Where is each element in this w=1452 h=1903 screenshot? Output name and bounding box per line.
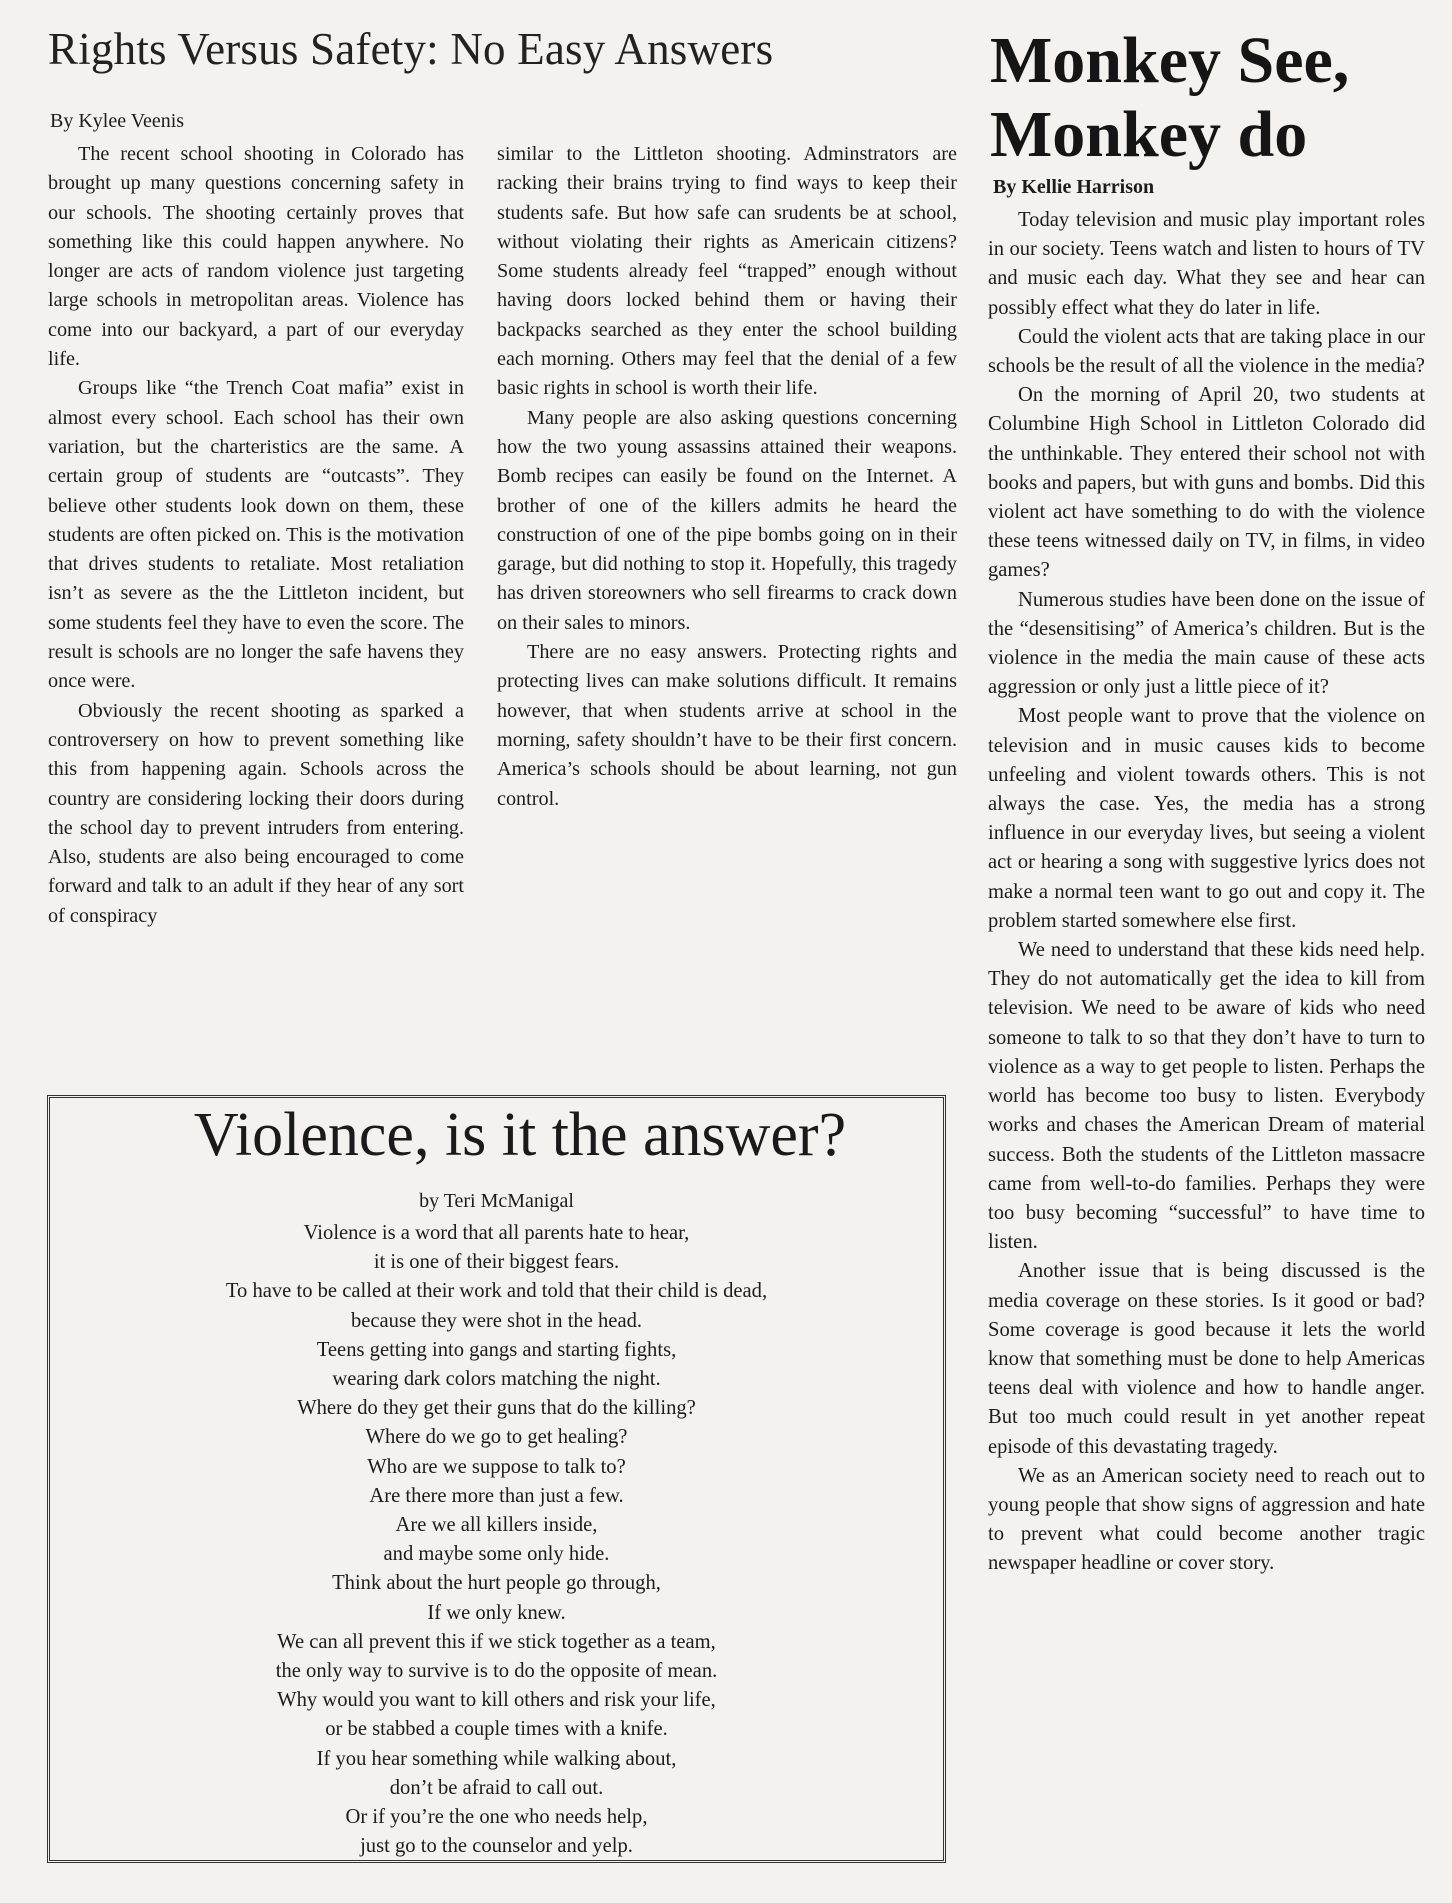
- poem-line: it is one of their biggest fears.: [373, 1251, 620, 1274]
- poem-line: We can all prevent this if we stick together as a team,: [277, 1630, 716, 1653]
- poem-line: don’t be afraid to call out.: [389, 1776, 604, 1799]
- article-paragraph: Groups like “the Trench Coat mafia” exist in almost every school. Each school has their own variation, but the charteristics are the same. A certain group of students are “outcasts”. They believe other students look down on them, these students are often picked on. This is the motivation that drives students to retaliate. Most retaliation isn’t as severe as the the Littleton incident, but some students feel they have to even the score. The result is schools are no longer the safe havens they once were.: [48, 377, 464, 693]
- poem-line: Violence is a word that all parents hate to hear,: [303, 1222, 690, 1244]
- sidebar-paragraph: We need to understand that these kids need help. They do not automatically get the idea to kill from television. We need to be aware of kids who need someone to talk to so that they don’t have to turn to violence as a way to get people to listen. Perhaps the world has become too busy to listen. Everybody works and chases the American Dream of material success. Both the students of the Littleton massacre came from well-to-do families. Perhaps they were too busy becoming “successful” to have time to listen.: [988, 939, 1425, 1254]
- poem-line: Are we all killers inside,: [395, 1514, 598, 1537]
- article-column-1: [48, 140, 464, 931]
- article-paragraph: similar to the Littleton shooting. Adminstrators are racking their brains trying to find ways to keep their students safe. But how safe can srudents be at school, without violating their rights as Americain citizens? Some students already feel “trapped” enough without having doors locked behind them or having their backpacks searched as they enter the school building each morning. Others may feel that the denial of a few basic rights in school is worth their life.: [497, 143, 957, 400]
- sidebar-paragraph: Another issue that is being discussed is the media coverage on these stories. Is it good or bad? Some coverage is good because it lets the world know that something must be done to help Americas teens deal with violence and how to handle anger. But too much could result in yet another repeat episode of this devastating tragedy.: [988, 1260, 1425, 1458]
- sidebar-paragraph: Most people want to prove that the violence on television and in music causes kids to become unfeeling and violent towards others. This is not always the case. Yes, the media has a strong influence in our everyday lives, but seeing a violent act or hearing a song with suggestive lyrics does not make a normal teen want to go out and copy it. The problem started somewhere else first.: [988, 705, 1425, 932]
- poem-line: Why would you want to kill others and risk your life,: [277, 1689, 716, 1712]
- poem-line: because they were shot in the head.: [350, 1309, 643, 1332]
- poem-byline: by Teri McManigal: [419, 1190, 574, 1212]
- poem-line: To have to be called at their work and told that their child is dead,: [225, 1280, 768, 1303]
- article-column-2: [497, 140, 957, 814]
- poem-line: If you hear something while walking about,: [316, 1747, 677, 1770]
- poem-line: Teens getting into gangs and starting fights,: [316, 1338, 677, 1361]
- article-byline: By Kylee Veenis: [50, 110, 185, 132]
- sidebar-headline: Monkey See, Monkey do: [990, 24, 1350, 171]
- poem-body: [47, 1219, 946, 1861]
- poem-line: the only way to survive is to do the opposite of mean.: [275, 1660, 718, 1683]
- poem-line: or be stabbed a couple times with a knife.: [325, 1718, 668, 1741]
- sidebar-paragraph: Numerous studies have been done on the issue of the “desensitising” of America’s children. But is the violence in the media the main cause of these acts aggression or only just a little piece of it?: [988, 588, 1425, 699]
- article-paragraph: Obviously the recent shooting as sparked a controversery on how to prevent something like this from happening again. Schools across the country are considering locking their doors during the school day to prevent intruders from entering. Also, students are also being encouraged to come forward and talk to an adult if they hear of any sort of conspiracy: [48, 699, 464, 927]
- poem-line: Think about the hurt people go through,: [332, 1572, 661, 1595]
- sidebar-paragraph: Today television and music play important roles in our society. Teens watch and listen to hours of TV and music each day. What they see and hear can possibly effect what they do later in life.: [988, 209, 1425, 319]
- sidebar-paragraph: On the morning of April 20, two students at Columbine High School in Littleton Colorado did the unthinkable. They entered their school not with books and papers, but with guns and bombs. Did this violent act have something to do with the violence these teens witnessed daily on TV, in films, in video games?: [988, 384, 1425, 582]
- sidebar-byline: By Kellie Harrison: [993, 176, 1155, 198]
- sidebar-column: [988, 206, 1425, 1579]
- poem-line: Or if you’re the one who needs help,: [345, 1806, 648, 1829]
- poem-line: Are there more than just a few.: [369, 1484, 624, 1507]
- poem-line: Who are we suppose to talk to?: [367, 1455, 626, 1478]
- poem-title: Violence, is it the answer?: [193, 1101, 847, 1169]
- article-paragraph: There are no easy answers. Protecting rights and protecting lives can make solutions difficult. It remains however, that when students arrive at school in the morning, safety shouldn’t have to be their first concern. America’s schools should be about learning, not gun control.: [497, 641, 957, 810]
- poem-line: just go to the counselor and yelp.: [360, 1835, 633, 1858]
- article-paragraph: The recent school shooting in Colorado has brought up many questions concerning safety in our schools. The shooting certainly proves that something like this could happen anywhere. No longer are acts of random violence just targeting large schools in metropolitan areas. Violence has come into our backyard, a part of our everyday life.: [48, 143, 464, 371]
- poem-line: wearing dark colors matching the night.: [332, 1368, 661, 1391]
- poem-line: Where do we go to get healing?: [365, 1426, 628, 1449]
- article-paragraph: Many people are also asking questions concerning how the two young assassins attained their weapons. Bomb recipes can easily be found on the Internet. A brother of one of the killers admits he heard the construction of one of the pipe bombs going on in their garage, but did nothing to stop it. Hopefully, this tragedy has driven storeowners who sell firearms to crack down on their sales to minors.: [497, 406, 957, 634]
- poem-line: If we only knew.: [427, 1601, 566, 1624]
- sidebar-paragraph: Could the violent acts that are taking place in our schools be the result of all the violence in the media?: [988, 325, 1425, 378]
- sidebar-paragraph: We as an American society need to reach out to young people that show signs of aggression and hate to prevent what could become another tragic newspaper headline or cover story.: [988, 1464, 1425, 1575]
- poem-line: Where do they get their guns that do the killing?: [297, 1397, 696, 1420]
- article-headline: Rights Versus Safety: No Easy Answers: [48, 24, 774, 74]
- poem-line: and maybe some only hide.: [383, 1543, 610, 1566]
